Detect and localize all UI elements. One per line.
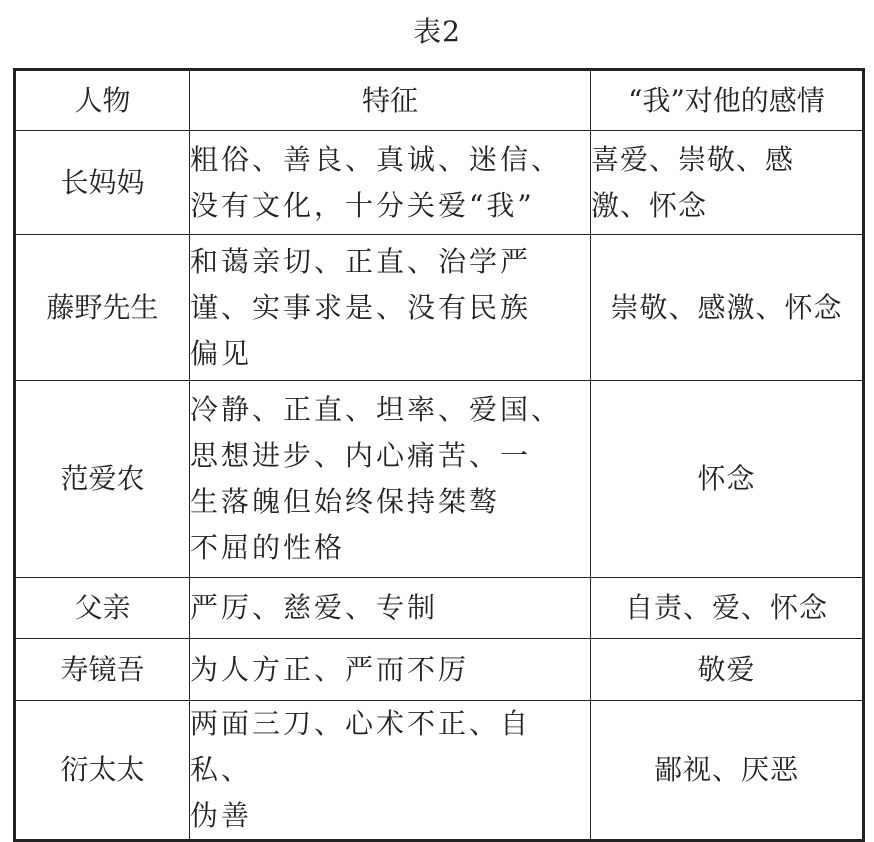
table-caption: 表2 (413, 15, 461, 48)
character-traits (190, 639, 591, 701)
traits-line: 偏见 (190, 336, 253, 370)
feelings-line: 崇敬、感激、怀念 (610, 290, 843, 324)
feelings-line: 怀念 (697, 462, 756, 495)
traits-line: 没有文化，十分关爱“我” (190, 188, 535, 222)
character-name: 衍太太 (15, 701, 190, 841)
feelings-line: 敬爱 (697, 652, 756, 686)
table-row (15, 701, 864, 841)
header-character: 人物 (15, 70, 190, 131)
character-name: 父亲 (15, 578, 190, 639)
traits-line: 生落魄但始终保持桀骜 (190, 485, 501, 518)
feelings-cell (591, 381, 864, 578)
feelings-cell (591, 235, 864, 381)
traits-line: 和蔼亲切、正直、治学严 (190, 244, 532, 278)
feelings-line: 激、怀念 (591, 188, 708, 222)
character-traits (190, 701, 591, 841)
table-row (15, 578, 864, 639)
table-row (15, 639, 864, 701)
character-name: 寿镜吾 (15, 639, 190, 701)
feelings-line: 喜爱、崇敬、感 (591, 142, 795, 176)
character-table (13, 68, 865, 842)
feelings-line: 鄙视、厌恶 (653, 753, 799, 786)
traits-line: 伪善 (190, 799, 253, 832)
character-traits (190, 235, 591, 381)
traits-line: 谨、实事求是、没有民族 (190, 290, 532, 324)
feelings-cell (591, 701, 864, 841)
traits-line: 为人方正、严而不厉 (190, 652, 470, 686)
character-name: 范爱农 (15, 381, 190, 578)
traits-line: 粗俗、善良、真诚、迷信、 (190, 142, 563, 176)
feelings-line: 自责、爱、怀念 (624, 591, 828, 624)
table-row (15, 235, 864, 381)
traits-line: 两面三刀、心术不正、自私、 (190, 707, 532, 786)
traits-line: 冷静、正直、坦率、爱国、 (190, 393, 563, 426)
header-traits: 特征 (190, 70, 591, 131)
feelings-cell (591, 131, 864, 235)
character-traits (190, 578, 591, 639)
feelings-cell (591, 639, 864, 701)
table-row (15, 131, 864, 235)
traits-line: 不屈的性格 (190, 531, 346, 564)
character-traits (190, 381, 591, 578)
feelings-cell (591, 578, 864, 639)
table-header-row (15, 70, 864, 131)
table-row (15, 381, 864, 578)
character-name: 长妈妈 (15, 131, 190, 235)
traits-line: 严厉、慈爱、专制 (190, 591, 439, 624)
traits-line: 思想进步、内心痛苦、一 (190, 439, 532, 472)
header-feelings: “我”对他的感情 (591, 70, 864, 131)
character-name: 藤野先生 (15, 235, 190, 381)
character-traits (190, 131, 591, 235)
